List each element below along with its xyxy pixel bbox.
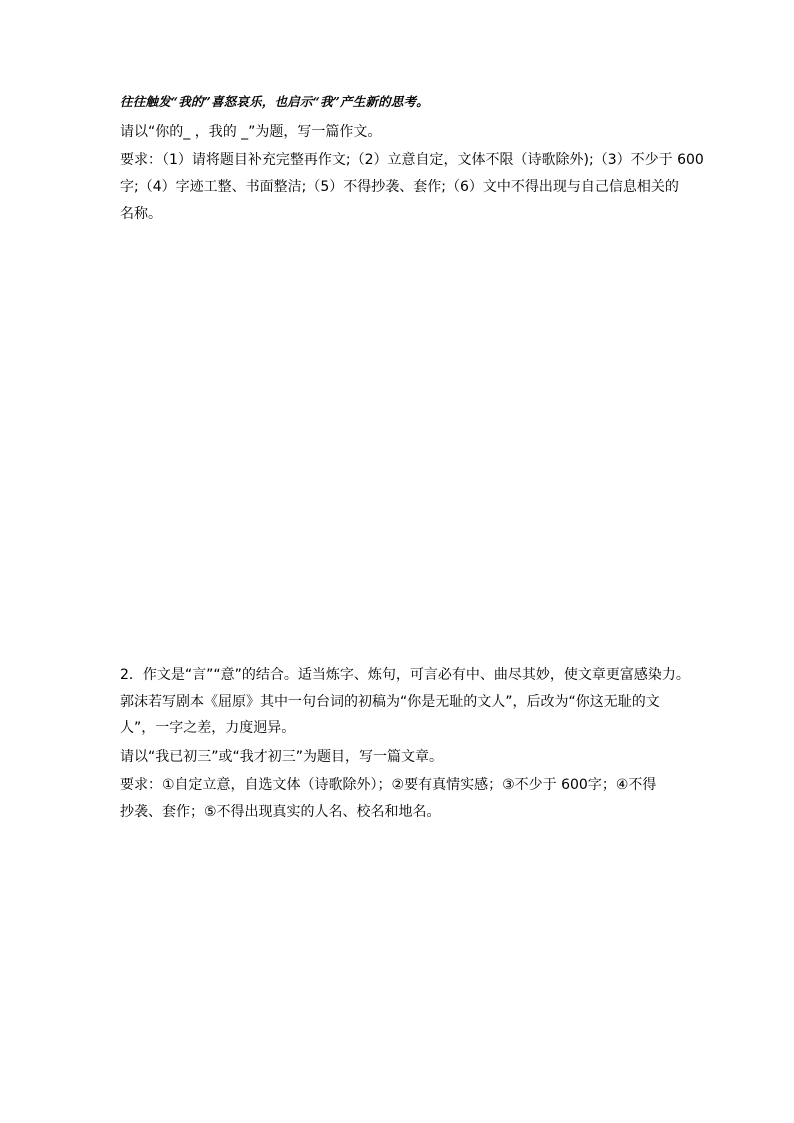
prompt-2-intro-line-3: 人”，一字之差，力度迥异。 (120, 720, 296, 736)
prompt-1-title-instruction: 请以“你的_ ，我的 _”为题，写一篇作文。 (120, 124, 382, 140)
prompt-1-requirements-line-1: 要求：（1）请将题目补充完整再作文;（2）立意自定，文体不限（诗歌除外);（3）不少于 600 (120, 152, 704, 168)
prompt-2-requirements-line-1: 要求：①自定立意，自选文体（诗歌除外）；②要有真情实感；③不少于 600字；④不得 (120, 777, 657, 793)
prompt-2-requirements-line-2: 抄袭、套作；⑤不得出现真实的人名、校名和地名。 (120, 804, 441, 820)
prompt-2-title-instruction: 请以“我已初三”或“我才初三”为题目，写一篇文章。 (120, 749, 444, 765)
prompt-1-intro-line: 往往触发“我的”喜怒哀乐，也启示“我”产生新的思考。 (120, 94, 429, 109)
prompt-2-intro-line-1: 2．作文是“言”“意”的结合。适当炼字、炼句，可言必有中、曲尽其妙，使文章更富感染力。 (120, 667, 690, 683)
prompt-2-intro-line-2: 郭沫若写剧本《屈原》其中一句台词的初稿为“你是无耻的文人”，后改为“你这无耻的文 (120, 694, 660, 710)
prompt-1-requirements-line-3: 名称。 (120, 206, 162, 222)
prompt-1-requirements-line-2: 字;（4）字迹工整、书面整洁;（5）不得抄袭、套作;（6）文中不得出现与自己信息相关的 (120, 179, 679, 195)
